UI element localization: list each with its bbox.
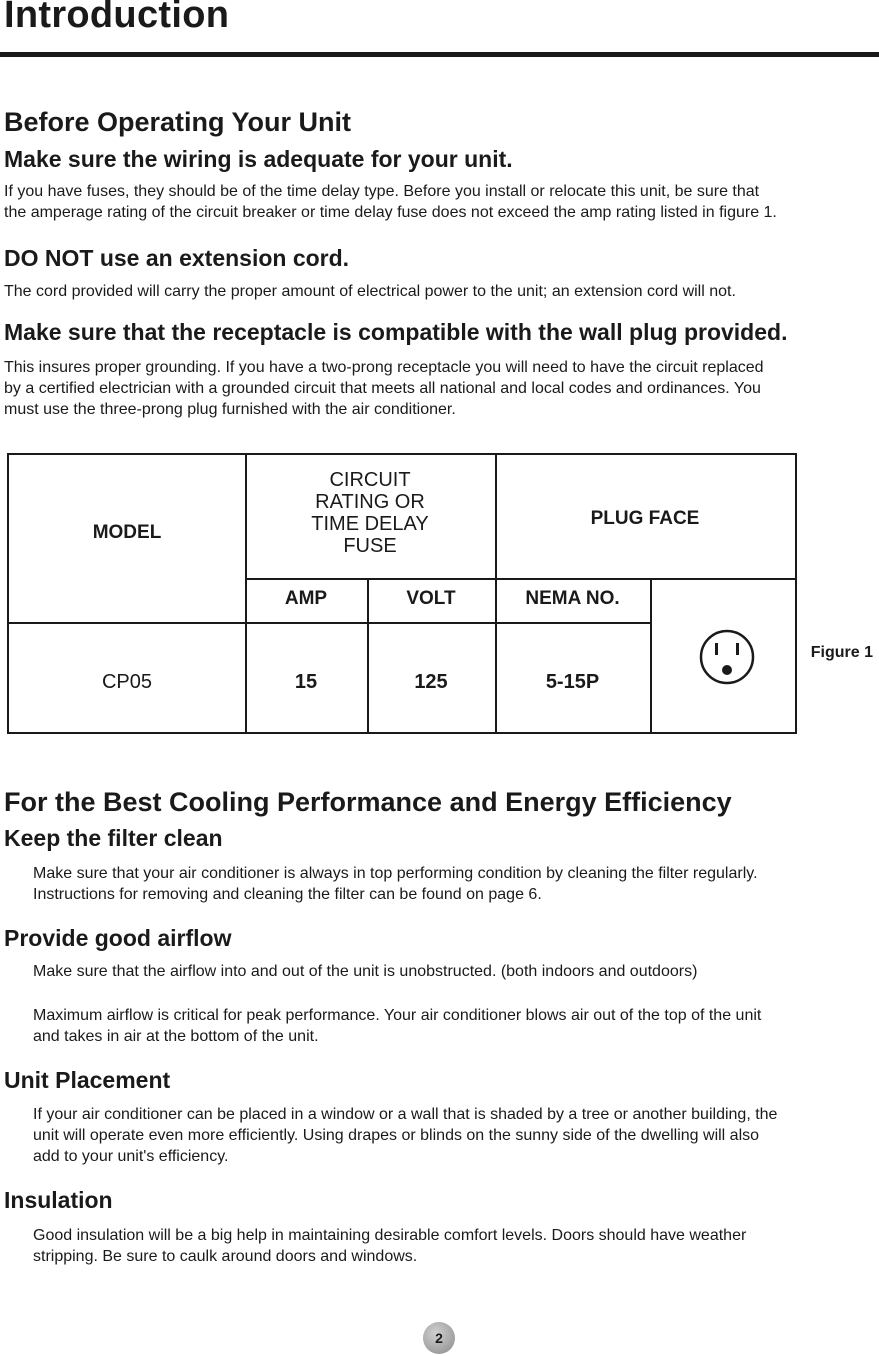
airflow-heading: Provide good airflow xyxy=(4,925,232,951)
plug-face-header: PLUG FACE xyxy=(590,508,700,529)
insulation-text: Good insulation will be a big help in maintaining desirable comfort levels. Doors should have weather stripping. Be sure to caulk around doors and windows. xyxy=(33,1227,747,1265)
filter-text: Make sure that your air conditioner is always in top performing condition by cleaning the filter regularly. Instructions for removing and cleaning the filter can be found on page 6. xyxy=(33,865,758,903)
extension-cord-heading: DO NOT use an extension cord. xyxy=(4,245,350,271)
nema-header: NEMA NO. xyxy=(525,588,620,609)
placement-heading: Unit Placement xyxy=(4,1067,171,1093)
nema-value: 5-15P xyxy=(545,671,600,693)
section-heading-before-operating: Before Operating Your Unit xyxy=(4,107,352,137)
volt-value: 125 xyxy=(414,671,448,693)
three-prong-outlet-icon xyxy=(699,629,755,685)
page-title: Introduction xyxy=(4,0,230,36)
circuit-rating-header: CIRCUIT RATING OR TIME DELAY FUSE xyxy=(311,469,429,557)
title-divider xyxy=(0,52,879,57)
airflow-text-2: Maximum airflow is critical for peak performance. Your air conditioner blows air out of the top of the unit and takes in air at the bottom of the unit. xyxy=(33,1007,762,1045)
filter-heading: Keep the filter clean xyxy=(4,825,223,851)
rating-table xyxy=(7,453,797,734)
wiring-text: If you have fuses, they should be of the time delay type. Before you install or relocate this unit, be sure that the amperage rating of the circuit breaker or time delay fuse does not exceed the amp rating listed in figure 1. xyxy=(4,183,777,221)
section-heading-cooling-performance: For the Best Cooling Performance and Energy Efficiency xyxy=(4,787,732,817)
receptacle-text: This insures proper grounding. If you have a two-prong receptacle you will need to have the circuit replaced by a certified electrician with a grounded circuit that meets all national and local codes and ordinances. You must use the three-prong plug furnished with the air conditioner. xyxy=(4,359,764,418)
receptacle-heading: Make sure that the receptacle is compatible with the wall plug provided. xyxy=(4,319,788,345)
amp-header: AMP xyxy=(284,588,328,609)
insulation-heading: Insulation xyxy=(4,1187,113,1213)
extension-cord-text: The cord provided will carry the proper amount of electrical power to the unit; an extension cord will not. xyxy=(4,283,736,300)
figure-label: Figure 1 xyxy=(810,644,873,661)
wiring-heading: Make sure the wiring is adequate for your unit. xyxy=(4,146,513,172)
model-header: MODEL xyxy=(92,522,162,543)
page-number-badge: 2 xyxy=(423,1322,455,1354)
model-value: CP05 xyxy=(101,671,153,693)
airflow-text-1: Make sure that the airflow into and out of the unit is unobstructed. (both indoors and outdoors) xyxy=(33,963,698,980)
amp-value: 15 xyxy=(294,671,318,693)
volt-header: VOLT xyxy=(406,588,456,609)
placement-text: If your air conditioner can be placed in a window or a wall that is shaded by a tree or another building, the unit will operate even more efficiently. Using drapes or blinds on the sunny side of the dwelling will also add to your unit's efficiency. xyxy=(33,1106,778,1165)
